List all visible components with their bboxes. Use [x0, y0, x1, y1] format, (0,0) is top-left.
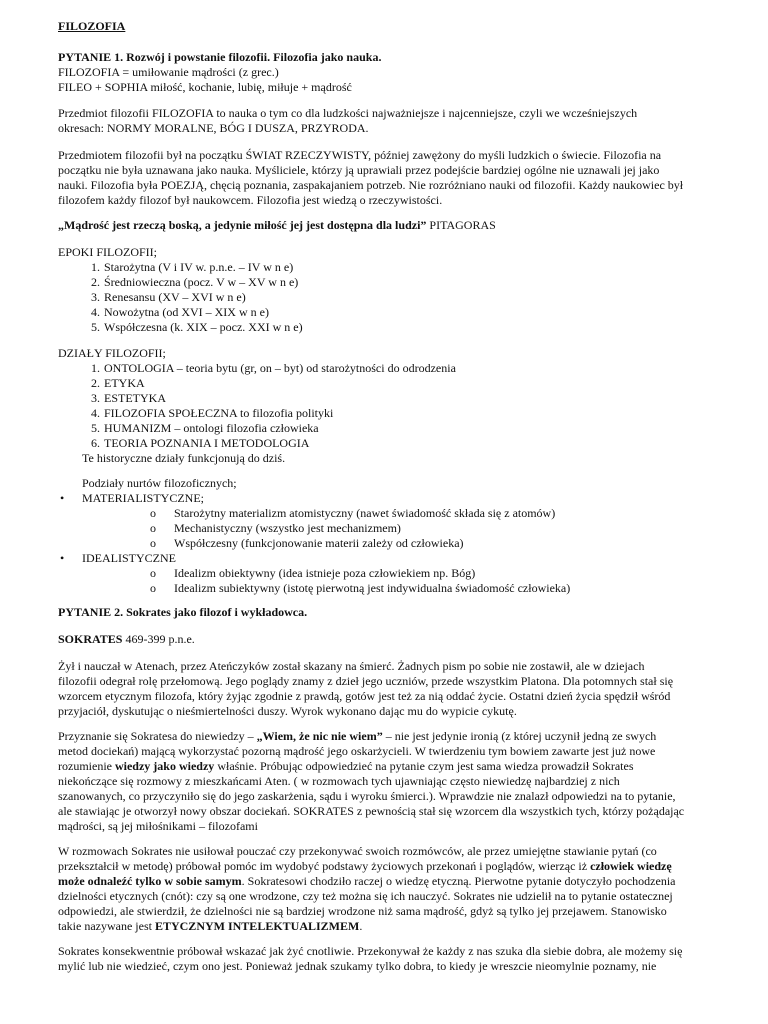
- paragraph-line: przyjaciół, dyskutując o nieśmiertelności duszy. Wyrok wykonano dając mu do wypicie cykutę.: [58, 704, 517, 718]
- paragraph-line: przekształcił w metodę) próbował pomóc im wydobyć podstawy życiowych przekonań i poglądów, wierząc iż człowiek wiedzę: [58, 859, 672, 873]
- paragraph-line: wzorcem etycznym filozofa, który żyjąc zgodnie z prawdą, gotów jest też za nią oddać życie. Ostatni dzień życia spędził wśród: [58, 689, 671, 703]
- sokrates-name: SOKRATES: [58, 632, 123, 646]
- paragraph-line: ale stawiając je otworzył nowy obszar dociekań. SOKRATES z pewnością stał się wzorcem dla wszystkich tych, którzy pożądając: [58, 804, 685, 818]
- circle-bullet-icon: o: [150, 521, 156, 535]
- paragraph-line: mądrości, są jej miłośnikami – filozofami: [58, 819, 258, 833]
- epoki-heading: EPOKI FILOZOFII;: [58, 245, 157, 259]
- paragraph-line: rozumienie wiedzy jako wiedzy właśnie. Próbując odpowiedzieć na pytanie czym jest sama wiedza prowadził Sokrates: [58, 759, 634, 773]
- definition-line: FILEO + SOPHIA miłość, kochanie, lubię, miłuje + mądrość: [58, 80, 352, 94]
- paragraph-line: szanowanych, co przyczyniło się do jego zaskarżenia, sądu i wyroku śmierci.). Wprawdzie nie znalazł odpowiedzi na to pytanie,: [58, 789, 676, 803]
- circle-bullet-icon: o: [150, 506, 156, 520]
- paragraph-line: Przedmiotem filozofii był na początku ŚWIAT RZECZYWISTY, później zawężony do myśli ludzkich o świecie. Filozofia na: [58, 148, 662, 162]
- circle-bullet-icon: o: [150, 581, 156, 595]
- paragraph-line: Przedmiot filozofii FILOZOFIA to nauka o tym co dla ludzkości najważniejsze i najcenniejsze, czyli we wcześniejszych: [58, 106, 638, 120]
- quote-text: „Mądrość jest rzeczą boską, a jedynie miłość jej jest dostępna dla ludzi”: [58, 218, 427, 232]
- paragraph-line: filozofem każdy filozof był naukowcem. Filozofia jest wiedzą o rzeczywistości.: [58, 193, 443, 207]
- paragraph-line: metod dociekań) mającą wykorzystać pozorną mądrość jego oskarżycieli. W twierdzeniu tym bowiem zawarte jest już nowe: [58, 744, 656, 758]
- circle-bullet-icon: o: [150, 566, 156, 580]
- dzialy-heading: DZIAŁY FILOZOFII;: [58, 346, 166, 360]
- paragraph-line: mylić lub nie wiedzieć, czym ono jest. Ponieważ jednak szukamy tylko dobra, to kiedy je wreszcie nieomylnie poznamy, nie: [58, 959, 657, 973]
- sokrates-dates: 469-399 p.n.e.: [122, 632, 195, 646]
- quote-wiem: „Wiem, że nic nie wiem”: [256, 729, 383, 743]
- bullet-icon: •: [60, 551, 65, 565]
- paragraph-line: W rozmowach Sokrates nie usiłował pouczać czy przekonywać swoich rozmówców, ale przez umiejętne stawianie pytań (co: [58, 844, 657, 858]
- paragraph-line: odpowiedzi, ale stwierdził, że dzielności nie są bardziej wrodzone niż sama mądrość, gdyż są tylko jej przejawem. Stanowisko: [58, 904, 667, 918]
- question-1-heading: PYTANIE 1. Rozwój i powstanie filozofii. Filozofia jako nauka.: [58, 50, 382, 64]
- paragraph-line: początku nie była uznawana jako nauka. Myśliciele, którzy ją uprawiali przez podejście bardziej ogólne nie uznawali jej jako: [58, 163, 660, 177]
- paragraph-line: niekończące się rozmowy z mieszkańcami Aten. ( w rozmowach tych ujawniając często niewiedzę najbardziej z nich: [58, 774, 620, 788]
- paragraph-line: Przyznanie się Sokratesa do niewiedzy – „Wiem, że nic nie wiem” – nie jest jedynie ironią (z której uczynił jedną ze swych: [58, 729, 657, 743]
- paragraph-line: okresach: NORMY MORALNE, BÓG I DUSZA, PRZYRODA.: [58, 121, 369, 135]
- quote-author: PITAGORAS: [426, 218, 496, 232]
- paragraph-line: Żył i nauczał w Atenach, przez Ateńczyków został skazany na śmierć. Żadnych pism po sobie nie zostawił, ale w dziejach: [58, 659, 645, 673]
- circle-bullet-icon: o: [150, 536, 156, 550]
- definition-line: FILOZOFIA = umiłowanie mądrości (z grec.): [58, 65, 279, 79]
- paragraph-line: dzielności etycznych (cnót): czy są one wrodzone, czy też można się ich nauczyć. Sokrates nie udzielił na to pytanie ostatecznej: [58, 889, 673, 903]
- paragraph-line: takie nazywane jest ETYCZNYM INTELEKTUALIZMEM.: [58, 919, 363, 933]
- nurty-heading: Podziały nurtów filozoficznych;: [82, 476, 237, 490]
- dzialy-note: Te historyczne działy funkcjonują do dziś.: [82, 451, 286, 465]
- sokrates-line: [58, 632, 195, 647]
- question-2-heading: PYTANIE 2. Sokrates jako filozof i wykładowca.: [58, 605, 308, 619]
- paragraph-line: filozofii odegrał rolę przełomową. Jego poglądy znamy z dzieł jego uczniów, przede wszystkim Platona. Dla potomnych stał się: [58, 674, 674, 688]
- document-page: FILOZOFIA PYTANIE 1. Rozwój i powstanie filozofii. Filozofia jako nauka. FILOZOFIA = umiłowanie mądrości (z grec.) FILEO + SOPHIA miłość, kochanie, lubię, miłuje + mądrość Przedmiot filozofii FILOZOFIA to nauka o tym co dla ludzkości najważniejsze i najcenniejsze, czyli we wcześniejszych okresach: NORMY MORALNE, BÓG I DUSZA, PRZYRODA. Przedmiotem filozofii był na początku ŚWIAT RZECZYWISTY, później zawężony do myśli ludzkich o świecie. Filozofia na początku nie była uznawana jako nauka. Myśliciele, którzy ją uprawiali przez podejście bardziej ogólne nie uznawali jej jako nauki. Filozofia była POEZJĄ, chęcią poznania, zaspakajaniem potrzeb. Nie rozróżniano nauki od filozofii. Każdy naukowiec był filozofem każdy filozof był naukowcem. Filozofia jest wiedzą o rzeczywistości. „Mądrość jest rzeczą boską, a jedynie miłość jej jest dostępna dla ludzi” PITAGORAS EPOKI FILOZOFII; 1. Starożytna (V i IV w. p.n.e. – IV w n e) 2. Średniowieczna (pocz. V w – XV w n e) 3. Renesansu (XV – XVI w n e) 4. Nowożytna (od XVI – XIX w n e) 5. Współczesna (k. XIX – pocz. XXI w n e) DZIAŁY FILOZOFII; 1. ONTOLOGIA – teoria bytu (gr, on – byt) od starożytności do odrodzenia 2. ETYKA 3. ESTETYKA 4. FILOZOFIA SPOŁECZNA to filozofia polityki 5. HUMANIZM – ontologi filozofia człowieka 6. TEORIA POZNANIA I METODOLOGIA Te historyczne działy funkcjonują do dziś. Podziały nurtów filozoficznych; • MATERIALISTYCZNE; o Starożytny materializm atomistyczny (nawet świadomość składa się z atomów) o Mechanistyczny (wszystko jest mechanizmem) o Współczesny (funkcjonowanie materii zależy od człowieka) • IDEALISTYCZNE o Idealizm obiektywny (idea istnieje poza człowiekiem np. Bóg) o Idealizm subiektywny (istotę pierwotną jest indywidualna świadomość człowieka) PYTANIE 2. Sokrates jako filozof i wykładowca. SOKRATES 469-399 p.n.e. Żył i nauczał w Atenach, przez Ateńczyków został skazany na śmierć. Żadnych pism po sobie nie zostawił, ale w dziejach filozofii odegrał rolę przełomową. Jego poglądy znamy z dzieł jego uczniów, przede wszystkim Platona. Dla potomnych stał się wzorcem etycznym filozofa, który żyjąc zgodnie z prawdą, gotów jest też za nią oddać życie. Ostatni dzień życia spędził wśród przyjaciół, dyskutując o nieśmiertelności duszy. Wyrok wykonano dając mu do wypicie cykutę. Przyznanie się Sokratesa do niewiedzy – „Wiem, że nic nie wiem” – nie jest jedynie ironią (z której uczynił jedną ze swych metod dociekań) mającą wykorzystać pozorną mądrość jego oskarżycieli. W twierdzeniu tym bowiem zawarte jest już nowe rozumienie wiedzy jako wiedzy właśnie. Próbując odpowiedzieć na pytanie czym jest sama wiedza prowadził Sokrates niekończące się rozmowy z mieszkańcami Aten. ( w rozmowach tych ujawniając często niewiedzę najbardziej z nich szanowanych, co przyczyniło się do jego zaskarżenia, sądu i wyroku śmierci.). Wprawdzie nie znalazł odpowiedzi na to pytanie, ale stawiając je otworzył nowy obszar dociekań. SOKRATES z pewnością stał się wzorcem dla wszystkich tych, którzy pożądając mądrości, są jej miłośnikami – filozofami W rozmowach Sokrates nie usiłował pouczać czy przekonywać swoich rozmówców, ale przez umiejętne stawianie pytań (co przekształcił w metodę) próbował pomóc im wydobyć podstawy życiowych przekonań i poglądów, wierząc iż człowiek wiedzę może odnaleźć tylko w sobie samym. Sokratesowi chodziło raczej o wiedzę etyczną. Pierwotne pytanie dotyczyło pochodzenia dzielności etycznych (cnót): czy są one wrodzone, czy też można się ich nauczyć. Sokrates nie udzielił na to pytanie ostatecznej odpowiedzi, ale stwierdził, że dzielności nie są bardziej wrodzone niż sama mądrość, gdyż są tylko jej przejawem. Stanowisko takie nazywane jest ETYCZNYM INTELEKTUALIZMEM. Sokrates konsekwentnie próbował wskazać jak żyć cnotliwie. Przekonywał że każdy z nas szuka dla siebie dobra, ale możemy się mylić lub nie wiedzieć, czym ono jest. Ponieważ jednak szukamy tylko dobra, to kiedy je wreszcie nieomylnie poznamy, nie: [58, 19, 685, 973]
- bullet-icon: •: [60, 491, 65, 505]
- quote-line: [58, 218, 496, 233]
- paragraph-line: nauki. Filozofia była POEZJĄ, chęcią poznania, zaspakajaniem potrzeb. Nie rozróżniano nauki od filozofii. Każdy naukowiec był: [58, 178, 684, 192]
- paragraph-line: może odnaleźć tylko w sobie samym. Sokratesowi chodziło raczej o wiedzę etyczną. Pierwotne pytanie dotyczyło pochodzenia: [58, 874, 676, 888]
- document-title: FILOZOFIA: [58, 19, 126, 33]
- paragraph-line: Sokrates konsekwentnie próbował wskazać jak żyć cnotliwie. Przekonywał że każdy z nas szuka dla siebie dobra, ale możemy się: [58, 944, 683, 958]
